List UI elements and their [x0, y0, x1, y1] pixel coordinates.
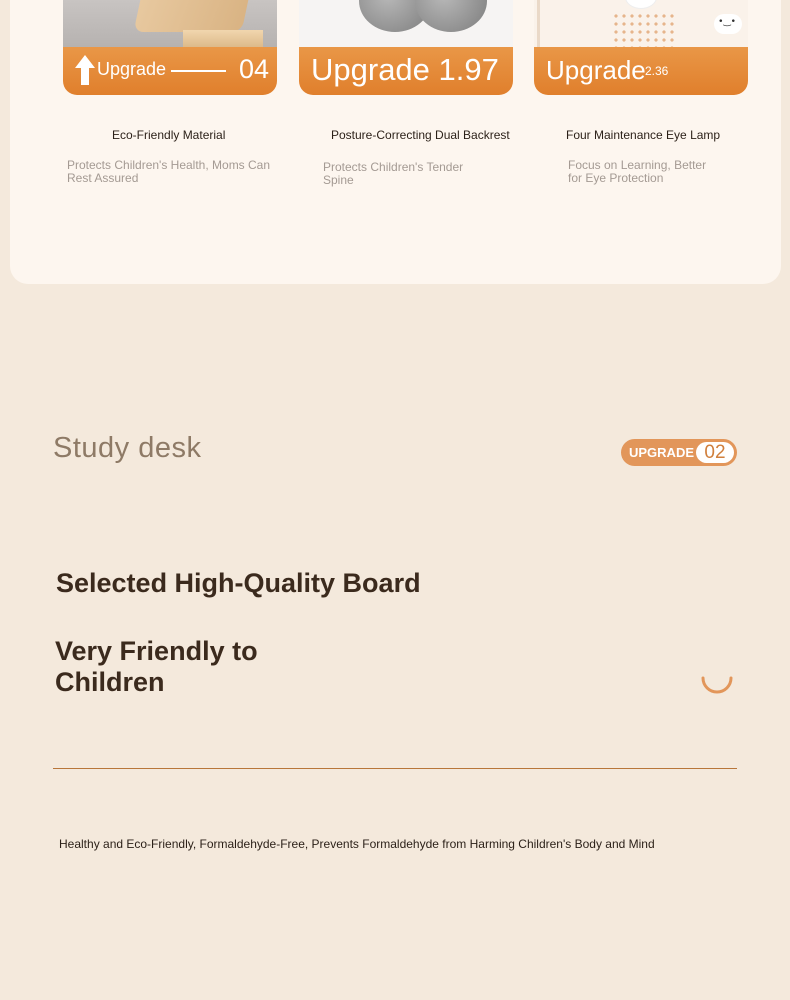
arrow-up-icon: [75, 55, 95, 85]
headline-secondary: Very Friendly to Children: [55, 636, 258, 697]
feature-desc-material: Protects Children's Health, Moms Can Rest Assured: [67, 158, 271, 185]
band-line: [171, 70, 226, 72]
section-divider: [53, 768, 737, 769]
wood-board-image: [134, 0, 251, 32]
backrest-photo: [299, 0, 513, 47]
cloud-face-icon: •‿•: [718, 17, 736, 27]
description-text: Healthy and Eco-Friendly, Formaldehyde-Free, Prevents Formaldehyde from Harming Children's Body and Mind: [59, 837, 655, 851]
upgrade-label: Upgrade: [97, 59, 167, 79]
feature-card-lamp: [534, 0, 748, 95]
upgrade-label: Upgrade 1.97: [311, 52, 499, 87]
upgrade-number: 04: [238, 54, 269, 84]
lamp-pole-image: [537, 0, 540, 47]
upgrade-band: [63, 47, 277, 95]
feature-desc-backrest: Protects Children's Tender Spine: [323, 160, 464, 187]
loading-spinner-icon: [700, 660, 734, 694]
dot-pattern: [612, 12, 674, 48]
cushion-right-image: [415, 0, 487, 32]
upgrade-badge: [621, 439, 737, 466]
feature-card-material: [63, 0, 277, 95]
upgrade-number: 2.36: [645, 64, 669, 78]
feature-desc-lamp: Focus on Learning, Better for Eye Protection: [568, 158, 707, 185]
feature-title-lamp: Four Maintenance Eye Lamp: [566, 128, 721, 142]
section-title: Study desk: [53, 432, 202, 464]
upgrade-label: Upgrade: [546, 55, 646, 85]
badge-label: UPGRADE: [629, 445, 695, 460]
upgrade-band: [534, 47, 748, 95]
badge-number: 02: [696, 442, 734, 463]
lamp-photo: [534, 0, 748, 47]
headline-primary: Selected High-Quality Board: [56, 568, 421, 598]
wood-board-edge: [183, 30, 263, 48]
upgrade-band: [299, 47, 513, 95]
feature-title-backrest: Posture-Correcting Dual Backrest: [331, 128, 510, 142]
feature-card-backrest: [299, 0, 513, 95]
features-panel: [10, 0, 781, 284]
feature-title-material: Eco-Friendly Material: [112, 128, 226, 142]
lamp-head-image: [626, 0, 656, 8]
material-photo: [63, 0, 277, 47]
